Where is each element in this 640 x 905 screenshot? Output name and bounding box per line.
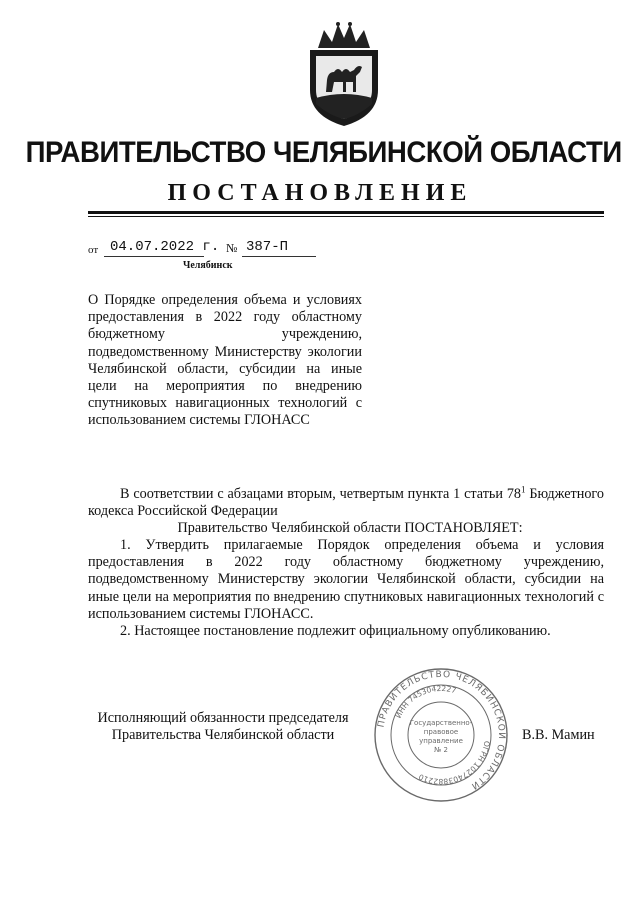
- header-rule-thin: [88, 216, 604, 217]
- date-prefix: от: [88, 244, 99, 256]
- stamp-inn: ИНН 7453042227: [393, 683, 458, 720]
- number-prefix: №: [226, 241, 238, 255]
- body-paragraph-item-2: 2. Настоящее постановление подлежит официальному опубликованию.: [120, 623, 551, 639]
- coat-of-arms-emblem: [296, 20, 392, 128]
- date-number-line: [88, 236, 328, 258]
- basis-text-end: Бюджетного кодекса Российской Федерации: [88, 486, 604, 520]
- article-superscript: 1: [521, 484, 526, 495]
- official-seal-stamp: [371, 665, 511, 805]
- document-type-title: ПОСТАНОВЛЕНИЕ: [167, 180, 473, 206]
- date-underline: [104, 256, 204, 257]
- stamp-center-line1: Государственно-: [409, 719, 473, 727]
- signatory-position-line1: Исполняющий обязанности председателя: [97, 710, 349, 726]
- number-underline: [242, 256, 316, 257]
- stamp-center-line3: управление: [419, 737, 463, 745]
- stamp-ogrn: ОГРН 1027403882210: [417, 740, 492, 787]
- basis-text: В соответствии с абзацами вторым, четвертым пункта 1 статьи 78: [120, 486, 522, 502]
- document-date: 04.07.2022 г.: [110, 239, 220, 255]
- stamp-center-line2: правовое: [423, 728, 459, 736]
- body-paragraph-basis: [88, 486, 604, 520]
- header-rule-thick: [88, 211, 604, 214]
- city-label: Челябинск: [183, 260, 233, 271]
- signatory-position-line2: Правительства Челябинской области: [111, 727, 335, 743]
- body-paragraph-item-1: 1. Утвердить прилагаемые Порядок определения объема и условия предоставления в 2022 году областному бюджетному учреждению, подведомственному Министерству экологии Челябинской области, субсидии на иные цели на мероприятия по внедрению спутниковых навигационных технологий с использованием системы ГЛОНАСС.: [88, 537, 604, 622]
- signatory-position: [88, 710, 358, 744]
- signatory-name: В.В. Мамин: [522, 727, 595, 743]
- body-paragraph-resolves: Правительство Челябинской области ПОСТАНОВЛЯЕТ:: [177, 520, 523, 536]
- stamp-outer-text: ПРАВИТЕЛЬСТВО ЧЕЛЯБИНСКОЙ ОБЛАСТИ: [376, 669, 507, 792]
- organization-title: ПРАВИТЕЛЬСТВО ЧЕЛЯБИНСКОЙ ОБЛАСТИ: [25, 136, 622, 169]
- document-number: 387-П: [246, 239, 289, 255]
- stamp-center-line4: № 2: [434, 746, 448, 754]
- document-subject: О Порядке определения объема и условиях предоставления в 2022 году областному бюджетному учреждению, подведомственному Министерству экологии Челябинской области, субсидии на иные цели на мероприятия по внедрению спутниковых навигационных технологий с использованием системы ГЛОНАСС: [88, 292, 362, 429]
